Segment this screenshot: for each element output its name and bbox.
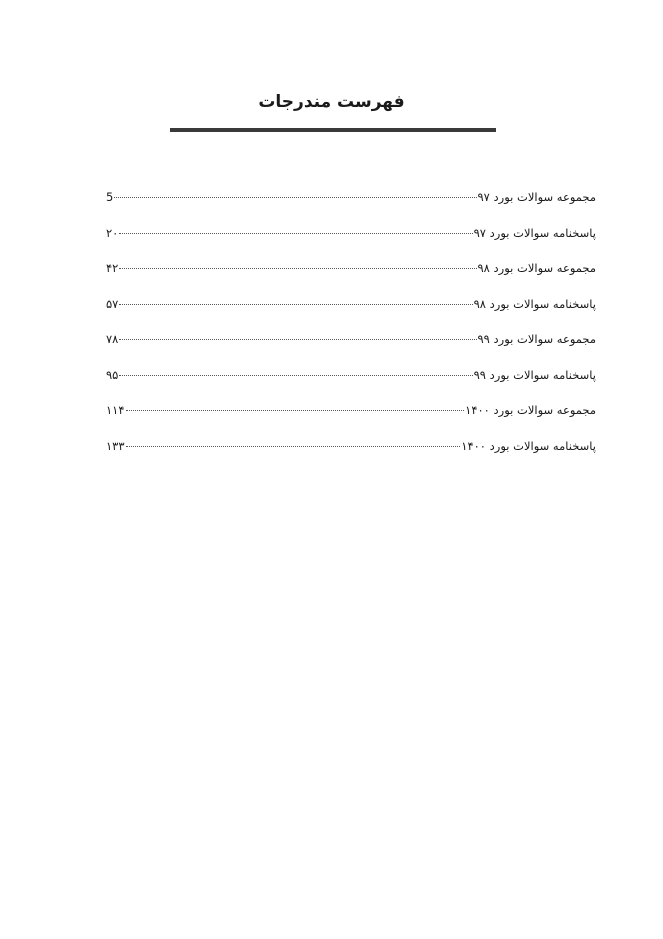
toc-entry-title: مجموعه سوالات بورد ۹۷ bbox=[477, 190, 596, 204]
toc-entry-page: ۱۱۴ bbox=[106, 403, 125, 417]
toc-entry-page: ۴۲ bbox=[106, 261, 119, 275]
toc-entry-title: پاسخنامه سوالات بورد ۱۴۰۰ bbox=[461, 438, 596, 453]
toc-entry bbox=[106, 297, 596, 333]
toc-entry-page: ۲۰ bbox=[106, 225, 119, 240]
toc-entry bbox=[106, 403, 596, 439]
dot-leader bbox=[119, 268, 476, 269]
toc-entry-page: ۹۵ bbox=[106, 367, 119, 382]
dot-leader bbox=[119, 375, 472, 376]
toc-entry bbox=[106, 332, 596, 368]
toc-entry-page: ۷۸ bbox=[106, 332, 119, 346]
toc-entry-page: ۵۷ bbox=[106, 296, 119, 311]
toc-entry-page: ۱۳۳ bbox=[106, 438, 125, 453]
dot-leader bbox=[119, 304, 472, 305]
toc-entry-title: مجموعه سوالات بورد ۱۴۰۰ bbox=[465, 403, 596, 417]
toc-entry bbox=[106, 226, 596, 262]
toc-entry bbox=[106, 261, 596, 297]
toc-entry-title: مجموعه سوالات بورد ۹۸ bbox=[477, 261, 596, 275]
toc-entry-title: مجموعه سوالات بورد ۹۹ bbox=[477, 332, 596, 346]
toc-entry-title: پاسخنامه سوالات بورد ۹۷ bbox=[473, 225, 596, 240]
dot-leader bbox=[119, 233, 472, 234]
toc-entry bbox=[106, 190, 596, 226]
toc-entry-title: پاسخنامه سوالات بورد ۹۸ bbox=[473, 296, 596, 311]
toc-entry-title: پاسخنامه سوالات بورد ۹۹ bbox=[473, 367, 596, 382]
dot-leader bbox=[119, 339, 476, 340]
toc-entry bbox=[106, 368, 596, 404]
toc-title: فهرست مندرجات bbox=[258, 92, 405, 112]
toc-list bbox=[106, 190, 596, 474]
toc-entry bbox=[106, 439, 596, 475]
title-underline bbox=[170, 128, 496, 132]
toc-entry-page: 5 bbox=[106, 190, 114, 204]
dot-leader bbox=[114, 197, 476, 198]
dot-leader bbox=[126, 410, 465, 411]
dot-leader bbox=[126, 446, 461, 447]
